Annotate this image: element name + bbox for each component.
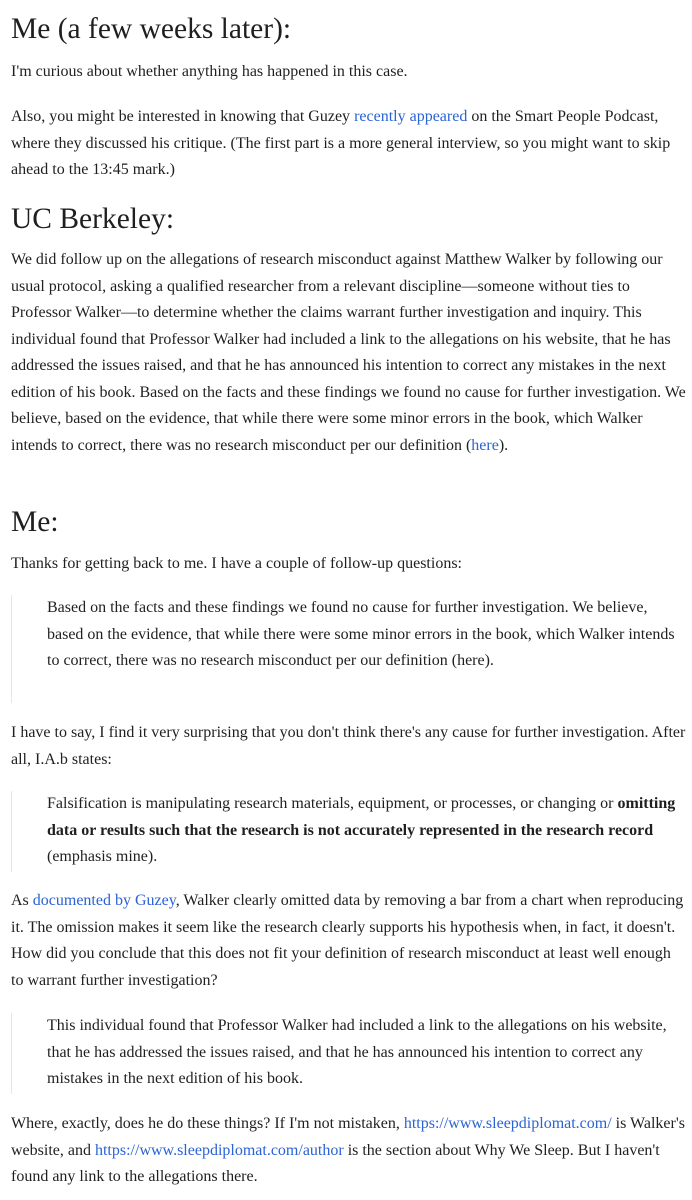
blockquote-individual-text: This individual found that Professor Walker had included a link to the allegations on his website, that he has addressed the issues raised, and that he has announced his intention to correct any mistakes in the next edition of his book. (47, 1017, 667, 1087)
blockquote-falsification (11, 791, 686, 872)
blockquote-individual (11, 1013, 686, 1094)
paragraph-podcast-text-b: on the Smart People Podcast, where they discussed his critique. (The first part is a more general interview, so you might want to skip ahead to the 13:45 mark.) (11, 108, 671, 178)
link-here[interactable]: here (471, 436, 499, 454)
paragraph-berkeley-response (11, 247, 686, 459)
paragraph-where-text-b: is Walker's website, and (11, 1115, 685, 1159)
paragraph-thanks: Thanks for getting back to me. I have a couple of follow-up questions: (11, 555, 462, 572)
blockquote-falsification-text-b: (emphasis mine). (47, 848, 158, 865)
blockquote-falsification-text (47, 791, 686, 871)
paragraph-berkeley-text-b: ). (498, 436, 509, 454)
paragraph-where-text-a: Where, exactly, does he do these things? If I'm not mistaken, (11, 1115, 404, 1132)
paragraph-where-exactly (11, 1111, 686, 1191)
link-sleepdiplomat-author[interactable]: https://www.sleepdiplomat.com/author (94, 1141, 344, 1159)
blockquote-falsification-text-a: Falsification is manipulating research materials, equipment, or processes, or changing or (47, 795, 618, 812)
paragraph-berkeley-text-a: We did follow up on the allegations of research misconduct against Matthew Walker by following our usual protocol, asking a qualified researcher from a relevant discipline—someone without ties to Professor Walker—to determine whether the claims warrant further investigation and inquiry. This individual found that Professor Walker had included a link to the allegations on his website, that he has addressed the issues raised, and that he has announced his intention to correct any mistakes in the next edition of his book. Based on the facts and these findings we found no cause for further investigation. We believe, based on the evidence, that while there were some minor errors in the book, which Walker intends to correct, there was no research misconduct per our definition ( (11, 251, 686, 454)
heading-uc-berkeley: UC Berkeley: (11, 203, 175, 235)
heading-me-later: Me (a few weeks later): (11, 13, 292, 45)
paragraph-documented (11, 888, 686, 994)
blockquote-falsification-bold: omitting data or results such that the research is not accurately represented in the research record (47, 795, 676, 839)
link-recently-appeared[interactable]: recently appeared (354, 108, 468, 125)
paragraph-where-text-c: is the section about Why We Sleep. But I haven't found any link to the allegations there. (11, 1141, 660, 1185)
heading-me: Me: (11, 506, 59, 538)
paragraph-surprising: I have to say, I find it very surprising that you don't think there's any cause for further investigation. After all, I.A.b states: (11, 724, 686, 768)
paragraph-podcast (11, 104, 686, 184)
paragraph-podcast-text-a: Also, you might be interested in knowing that Guzey (11, 108, 355, 125)
paragraph-documented-text-b: , Walker clearly omitted data by removing a bar from a chart when reproducing it. The omission makes it seem like the research clearly supports his hypothesis when, in fact, it doesn't. How did you conclude that this does not fit your definition of research misconduct at least well enough to warrant further investigation? (11, 892, 684, 989)
paragraph-curious: I'm curious about whether anything has happened in this case. (11, 63, 408, 80)
blockquote-findings-text: Based on the facts and these findings we found no cause for further investigation. We believe, based on the evidence, that while there were some minor errors in the book, which Walker intends to correct, there was no research misconduct per our definition (here). (47, 599, 675, 669)
blockquote-findings (11, 595, 686, 703)
link-documented-by-guzey[interactable]: documented by Guzey (32, 892, 176, 909)
link-sleepdiplomat[interactable]: https://www.sleepdiplomat.com/ (403, 1115, 612, 1132)
paragraph-documented-text-a: As (11, 892, 33, 909)
